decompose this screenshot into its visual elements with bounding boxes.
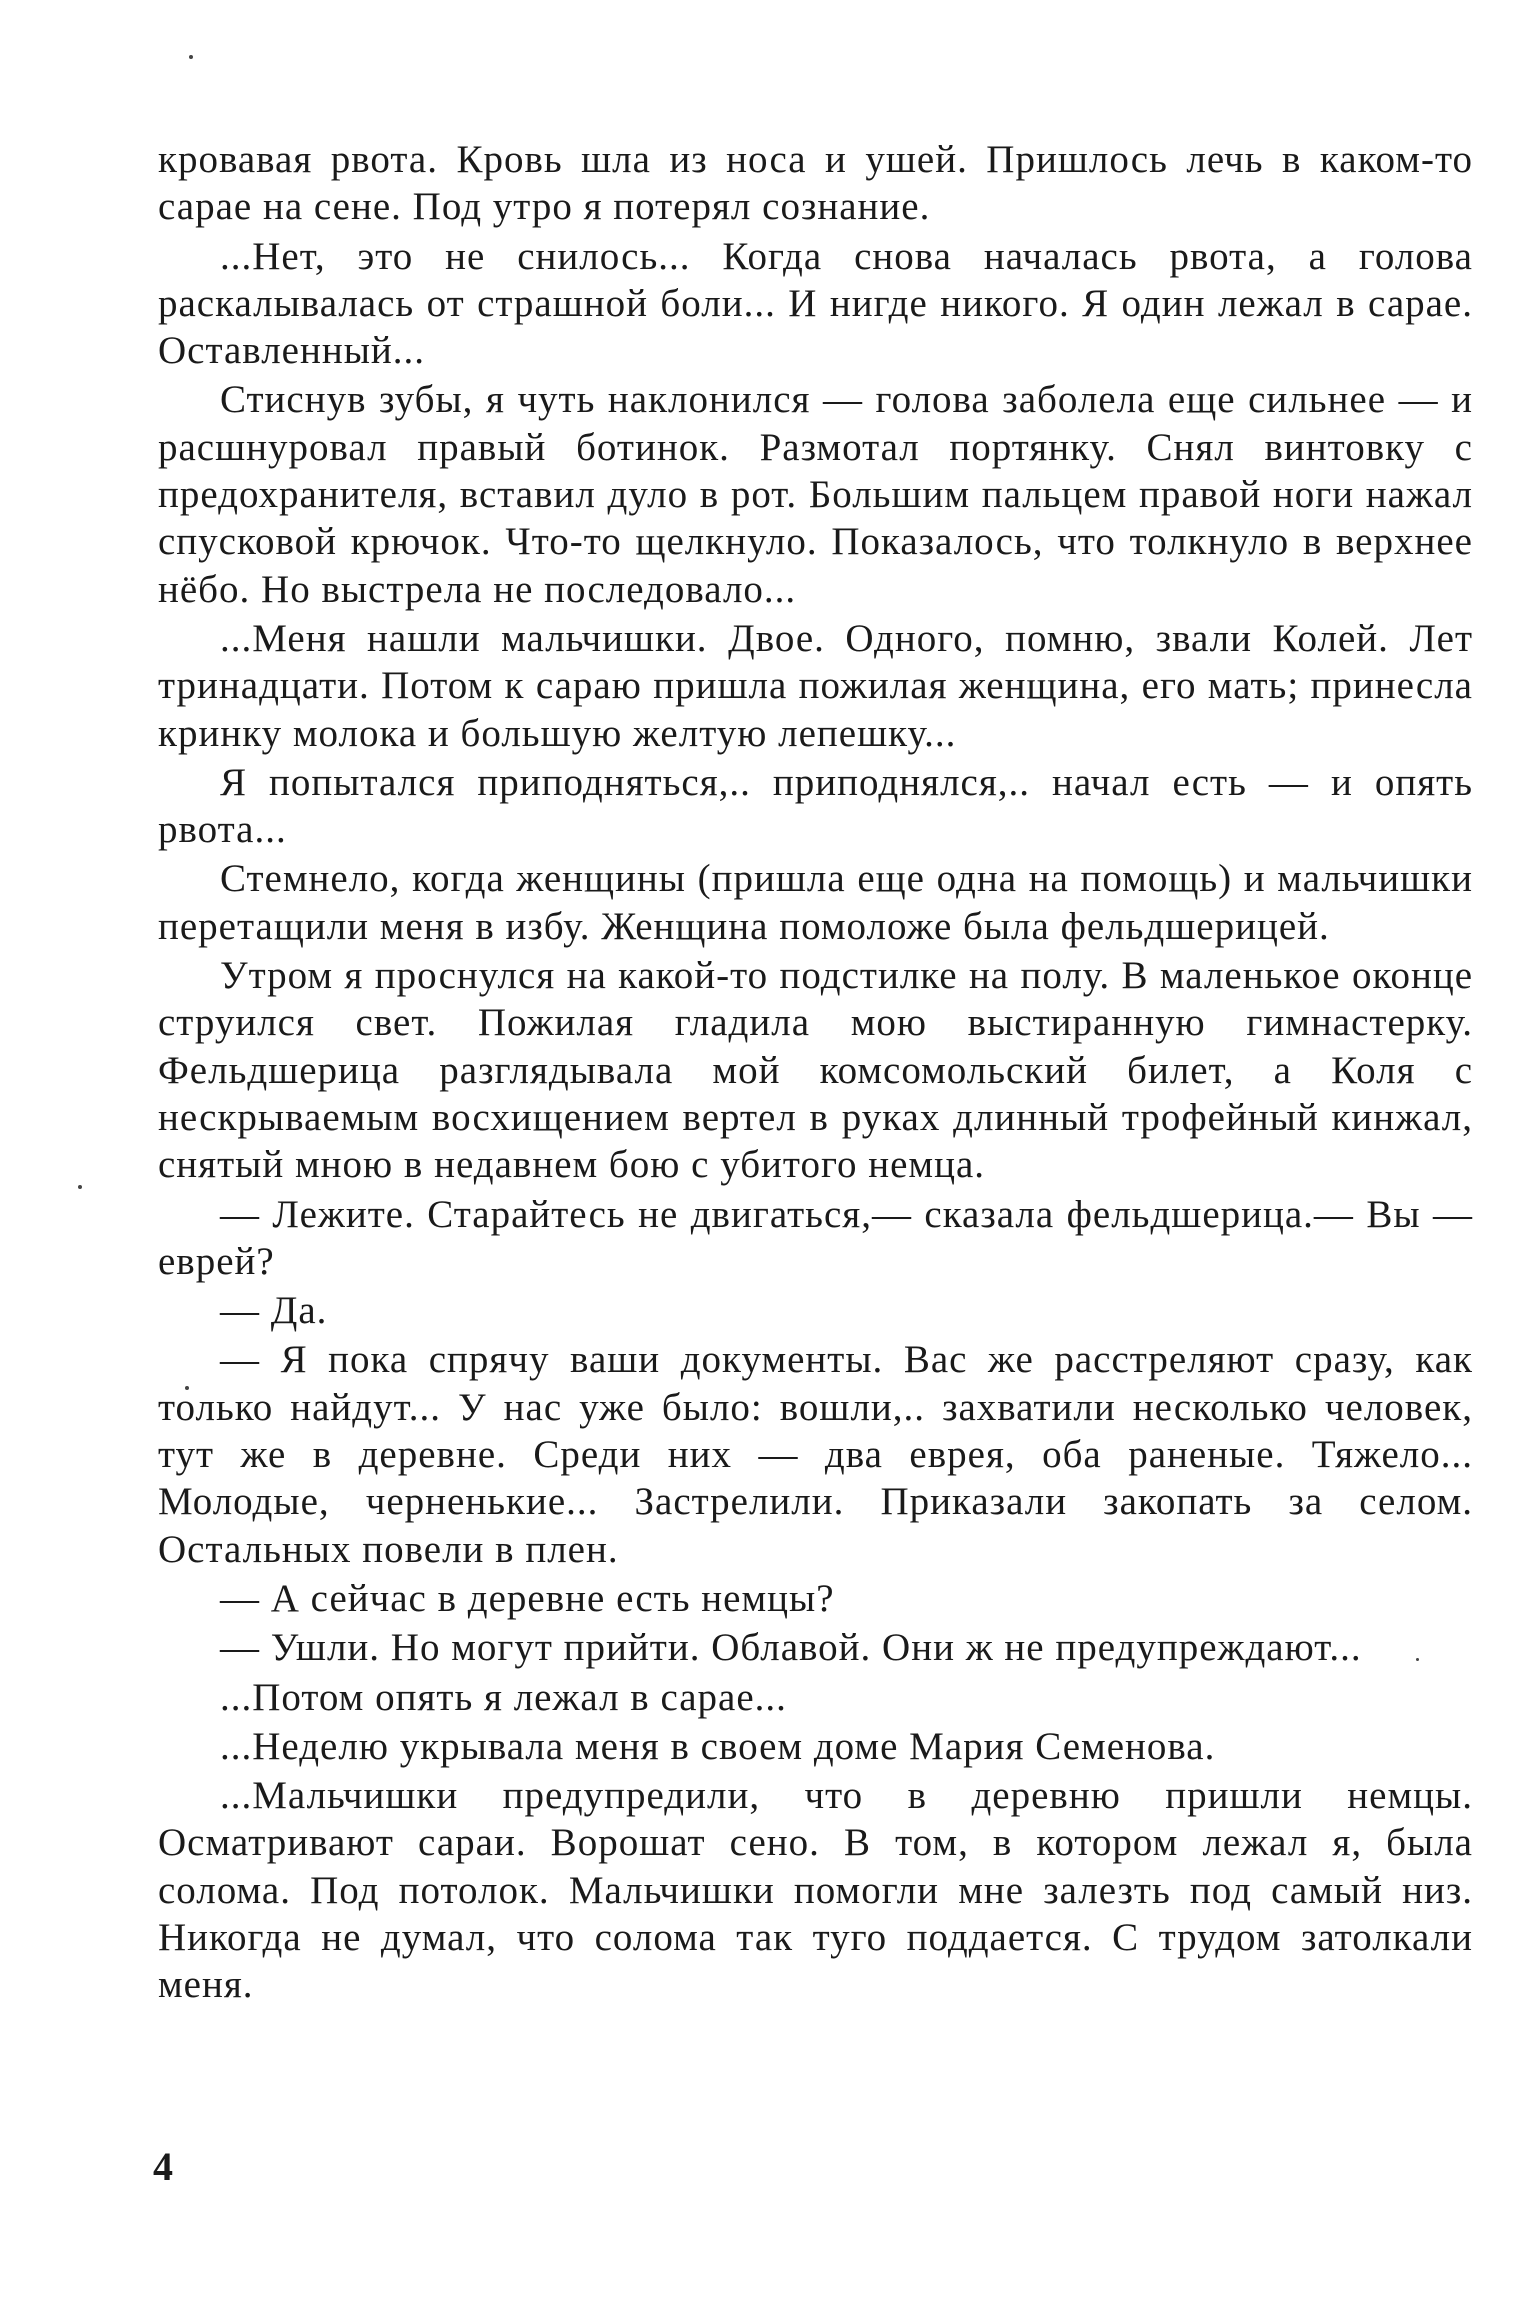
paragraph: ...Меня нашли мальчишки. Двое. Одного, помню, звали Колей. Лет тринадцати. Потом к сараю пришла пожилая женщина, его мать; принесла кринку молока и большую желтую лепешку...	[158, 616, 1473, 755]
paragraph: Утром я проснулся на какой-то подстилке на полу. В маленькое оконце струился свет. Пожилая гладила мою выстиранную гимнастерку. Фельдшерица разглядывала мой комсомольский билет, а Коля с нескрываемым восхищением вертел в руках длинный трофейный кинжал, снятый мною в недавнем бою с убитого немца.	[158, 954, 1473, 1187]
paragraph: кровавая рвота. Кровь шла из носа и ушей. Пришлось лечь в каком-то сарае на сене. Под утро я потерял сознание.	[158, 138, 1473, 229]
dialogue-line: — Да.	[220, 1289, 328, 1333]
dialogue-line: — Я пока спрячу ваши документы. Вас же расстреляют сразу, как только найдут... У нас уже было: вошли,.. захватили несколько человек, тут же в деревне. Среди них — два еврея, оба раненые. Тяжело... Молодые, черненькие... Застрелили. Приказали закопать за селом. Остальных повели в плен.	[158, 1338, 1473, 1571]
dialogue-line: — Лежите. Старайтесь не двигаться,— сказала фельдшерица.— Вы — еврей?	[158, 1192, 1473, 1283]
paragraph: ...Нет, это не снилось... Когда снова началась рвота, а голова раскалывалась от страшной боли... И нигде никого. Я один лежал в сарае. Оставленный...	[158, 234, 1473, 373]
dialogue-line: — А сейчас в деревне есть немцы?	[220, 1576, 835, 1620]
page-number: 4	[153, 2144, 173, 2189]
paragraph: Стемнело, когда женщины (пришла еще одна на помощь) и мальчишки перетащили меня в избу. Женщина помоложе была фельдшерицей.	[158, 857, 1473, 948]
body-text	[158, 136, 1473, 2011]
paragraph: Я попытался приподняться,.. приподнялся,.. начал есть — и опять рвота...	[158, 760, 1473, 852]
print-speck	[78, 1185, 82, 1189]
paragraph: ...Мальчишки предупредили, что в деревню пришли немцы. Осматривают сараи. Ворошат сено. В том, в котором лежал я, была солома. Под потолок. Мальчишки помогли мне залезть под самый низ. Никогда не думал, что солома так туго поддается. С трудом затолкали меня.	[158, 1774, 1473, 2007]
dialogue-line: — Ушли. Но могут прийти. Облавой. Они ж не предупреждают...	[220, 1626, 1362, 1670]
paragraph: Стиснув зубы, я чуть наклонился — голова заболела еще сильнее — и расшнуровал правый ботинок. Размотал портянку. Снял винтовку с предохранителя, вставил дуло в рот. Большим пальцем правой ноги нажал спусковой крючок. Что-то щелкнуло. Показалось, что толкнуло в верхнее нёбо. Но выстрела не последовало...	[158, 378, 1473, 611]
paragraph: ...Неделю укрывала меня в своем доме Мария Семенова.	[220, 1724, 1216, 1768]
paragraph: ...Потом опять я лежал в сарае...	[220, 1675, 787, 1719]
print-speck	[189, 55, 193, 59]
